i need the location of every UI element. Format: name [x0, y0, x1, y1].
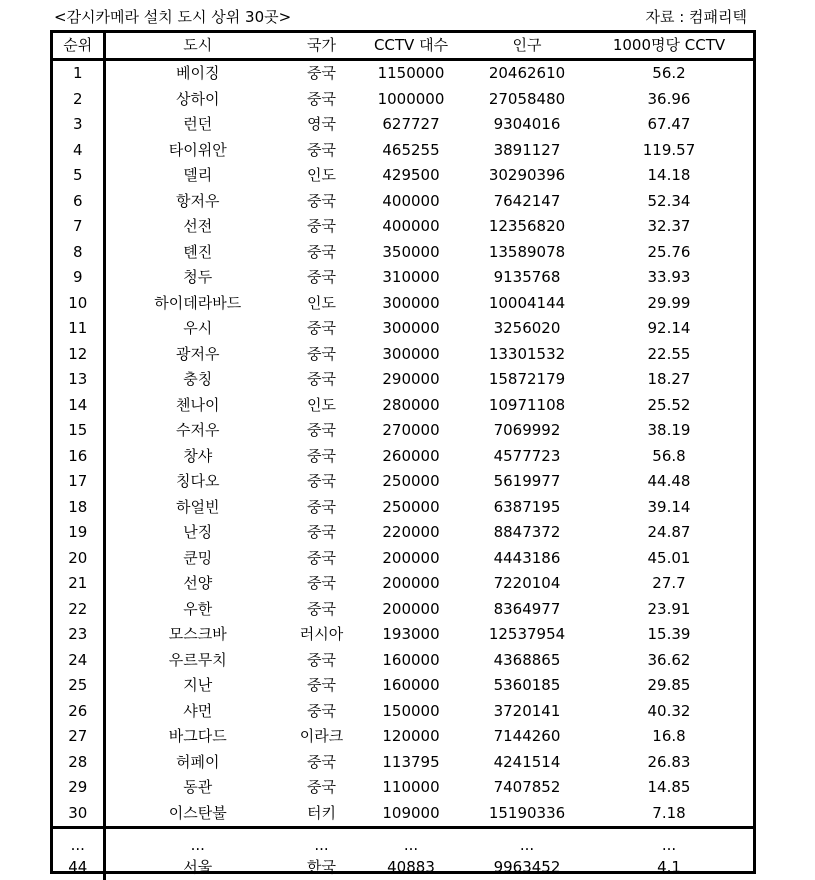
cell-rank: 8	[53, 240, 104, 266]
cell-population: 13589078	[469, 240, 585, 266]
cell-population: 7069992	[469, 418, 585, 444]
cell-city: 모스크바	[104, 622, 290, 648]
cell-rank: 10	[53, 291, 104, 317]
cell-country: 중국	[290, 240, 353, 266]
cell-population: 10971108	[469, 393, 585, 419]
cell-population: 8364977	[469, 597, 585, 623]
cell-country: 중국	[290, 673, 353, 699]
cell-population: 20462610	[469, 60, 585, 87]
cell-population: 12356820	[469, 214, 585, 240]
cell-per1000: 16.8	[585, 724, 753, 750]
cell-city: 난징	[104, 520, 290, 546]
cell-rank: 22	[53, 597, 104, 623]
cell-city: 타이위안	[104, 138, 290, 164]
table-row	[53, 316, 753, 342]
cell-city: 칭다오	[104, 469, 290, 495]
table-row	[53, 112, 753, 138]
cell-country: 중국	[290, 87, 353, 113]
cell-country: 중국	[290, 60, 353, 87]
cell-per1000: 38.19	[585, 418, 753, 444]
table-row	[53, 546, 753, 572]
cell-population: 4368865	[469, 648, 585, 674]
cell-population: 12537954	[469, 622, 585, 648]
cell-rank: 23	[53, 622, 104, 648]
cell-per1000: 24.87	[585, 520, 753, 546]
cell-city: 상하이	[104, 87, 290, 113]
cell-cctv: 250000	[353, 469, 469, 495]
cell-cctv: 465255	[353, 138, 469, 164]
header-row	[53, 33, 753, 60]
cell-city: 허페이	[104, 750, 290, 776]
table-row	[53, 801, 753, 828]
cell-population: 5619977	[469, 469, 585, 495]
cell-country: 이라크	[290, 724, 353, 750]
table-row	[53, 393, 753, 419]
cell-per1000: 26.83	[585, 750, 753, 776]
cell-rank: 27	[53, 724, 104, 750]
cell-per1000: 25.76	[585, 240, 753, 266]
cell-country: 중국	[290, 316, 353, 342]
header-population: 인구	[469, 33, 585, 60]
table-row	[53, 265, 753, 291]
cell-cctv: 113795	[353, 750, 469, 776]
cell-city: 광저우	[104, 342, 290, 368]
table-row	[53, 622, 753, 648]
cell-population: 9963452	[469, 855, 585, 880]
header-city: 도시	[104, 33, 290, 60]
cell-city: 선양	[104, 571, 290, 597]
table-row	[53, 444, 753, 470]
cell-rank: 2	[53, 87, 104, 113]
source-note: 자료 : 컴패리텍	[645, 6, 747, 28]
cell-population: 7220104	[469, 571, 585, 597]
cell-country: 중국	[290, 546, 353, 572]
cell-per1000: 45.01	[585, 546, 753, 572]
cell-per1000: 36.96	[585, 87, 753, 113]
cell-per1000: 67.47	[585, 112, 753, 138]
cell-rank: 6	[53, 189, 104, 215]
cell-city: 하얼빈	[104, 495, 290, 521]
cell-population: 4241514	[469, 750, 585, 776]
cell-city: 청두	[104, 265, 290, 291]
cell-country: 중국	[290, 495, 353, 521]
cell-country: 중국	[290, 699, 353, 725]
cell-population: 3256020	[469, 316, 585, 342]
cell-population: 6387195	[469, 495, 585, 521]
cell-city: 충칭	[104, 367, 290, 393]
cell-rank: 20	[53, 546, 104, 572]
cell-rank: 11	[53, 316, 104, 342]
cell-country: 중국	[290, 775, 353, 801]
cell-population: 7642147	[469, 189, 585, 215]
table-row	[53, 214, 753, 240]
cell-city: 샤먼	[104, 699, 290, 725]
cell-rank: 19	[53, 520, 104, 546]
cell-population: 7144260	[469, 724, 585, 750]
cell-per1000: 25.52	[585, 393, 753, 419]
cell-country: 중국	[290, 444, 353, 470]
cell-rank: 3	[53, 112, 104, 138]
cell-city: 수저우	[104, 418, 290, 444]
cell-city: 델리	[104, 163, 290, 189]
cell-city: 우한	[104, 597, 290, 623]
cell-country: 중국	[290, 571, 353, 597]
ellipsis-per1000: ...	[585, 828, 753, 855]
cell-per1000: 56.8	[585, 444, 753, 470]
cell-cctv: 300000	[353, 342, 469, 368]
cell-population: 7407852	[469, 775, 585, 801]
cell-per1000: 27.7	[585, 571, 753, 597]
cell-per1000: 119.57	[585, 138, 753, 164]
cell-per1000: 7.18	[585, 801, 753, 828]
cctv-city-table	[50, 30, 756, 874]
cell-rank: 44	[53, 855, 104, 880]
cell-population: 9135768	[469, 265, 585, 291]
cell-country: 중국	[290, 189, 353, 215]
table-row	[53, 240, 753, 266]
cell-population: 8847372	[469, 520, 585, 546]
cell-city: 첸나이	[104, 393, 290, 419]
cell-cctv: 200000	[353, 546, 469, 572]
cell-rank: 5	[53, 163, 104, 189]
cell-cctv: 400000	[353, 189, 469, 215]
cell-population: 13301532	[469, 342, 585, 368]
cell-per1000: 23.91	[585, 597, 753, 623]
cell-cctv: 350000	[353, 240, 469, 266]
cell-cctv: 400000	[353, 214, 469, 240]
cell-population: 9304016	[469, 112, 585, 138]
cell-cctv: 290000	[353, 367, 469, 393]
cell-rank: 18	[53, 495, 104, 521]
table-row	[53, 597, 753, 623]
cell-cctv: 220000	[353, 520, 469, 546]
cell-city: 항저우	[104, 189, 290, 215]
cell-rank: 24	[53, 648, 104, 674]
header-per1000: 1000명당 CCTV	[585, 33, 753, 60]
table-row	[53, 699, 753, 725]
cell-population: 5360185	[469, 673, 585, 699]
cell-city: 쿤밍	[104, 546, 290, 572]
table-row	[53, 60, 753, 87]
cell-country: 중국	[290, 342, 353, 368]
cell-country: 터키	[290, 801, 353, 828]
ellipsis-rank: ...	[53, 828, 104, 855]
cell-city: 창샤	[104, 444, 290, 470]
cell-country: 영국	[290, 112, 353, 138]
table-row	[53, 291, 753, 317]
table-row	[53, 724, 753, 750]
cell-population: 4443186	[469, 546, 585, 572]
cell-cctv: 200000	[353, 597, 469, 623]
cell-rank: 16	[53, 444, 104, 470]
cell-rank: 4	[53, 138, 104, 164]
cell-rank: 29	[53, 775, 104, 801]
cell-rank: 17	[53, 469, 104, 495]
cell-per1000: 56.2	[585, 60, 753, 87]
cell-population: 30290396	[469, 163, 585, 189]
table-header	[53, 33, 753, 60]
ellipsis-cctv: ...	[353, 828, 469, 855]
cell-cctv: 120000	[353, 724, 469, 750]
cell-rank: 7	[53, 214, 104, 240]
cell-per1000: 14.85	[585, 775, 753, 801]
cell-cctv: 150000	[353, 699, 469, 725]
table-caption: <감시카메라 설치 도시 상위 30곳>	[54, 6, 291, 28]
cell-country: 중국	[290, 138, 353, 164]
table-row	[53, 87, 753, 113]
cell-cctv: 280000	[353, 393, 469, 419]
cell-city: 바그다드	[104, 724, 290, 750]
cell-rank: 25	[53, 673, 104, 699]
table-row	[53, 367, 753, 393]
cell-city: 우르무치	[104, 648, 290, 674]
table-row	[53, 469, 753, 495]
table-row	[53, 750, 753, 776]
cell-per1000: 32.37	[585, 214, 753, 240]
cell-cctv: 300000	[353, 316, 469, 342]
cell-cctv: 200000	[353, 571, 469, 597]
cell-cctv: 109000	[353, 801, 469, 828]
cell-rank: 14	[53, 393, 104, 419]
cell-country: 인도	[290, 291, 353, 317]
cell-city: 런던	[104, 112, 290, 138]
cell-country: 중국	[290, 648, 353, 674]
table-row	[53, 342, 753, 368]
cell-cctv: 250000	[353, 495, 469, 521]
cell-city: 서울	[104, 855, 290, 880]
cell-per1000: 33.93	[585, 265, 753, 291]
cell-per1000: 29.99	[585, 291, 753, 317]
data-table	[53, 33, 753, 880]
cell-population: 15190336	[469, 801, 585, 828]
table-body	[53, 60, 753, 880]
cell-country: 중국	[290, 520, 353, 546]
table-row	[53, 571, 753, 597]
table-row	[53, 418, 753, 444]
cell-country: 러시아	[290, 622, 353, 648]
header-cctv: CCTV 대수	[353, 33, 469, 60]
cell-per1000: 4.1	[585, 855, 753, 880]
cell-cctv: 160000	[353, 648, 469, 674]
table-row	[53, 495, 753, 521]
cell-city: 톈진	[104, 240, 290, 266]
cell-per1000: 22.55	[585, 342, 753, 368]
cell-cctv: 160000	[353, 673, 469, 699]
cell-rank: 15	[53, 418, 104, 444]
cell-cctv: 40883	[353, 855, 469, 880]
cell-cctv: 627727	[353, 112, 469, 138]
table-row	[53, 138, 753, 164]
header-rank: 순위	[53, 33, 104, 60]
cell-rank: 12	[53, 342, 104, 368]
cell-rank: 1	[53, 60, 104, 87]
cell-per1000: 92.14	[585, 316, 753, 342]
cell-city: 선전	[104, 214, 290, 240]
cell-rank: 30	[53, 801, 104, 828]
cell-per1000: 52.34	[585, 189, 753, 215]
cell-population: 4577723	[469, 444, 585, 470]
cell-per1000: 44.48	[585, 469, 753, 495]
cell-country: 중국	[290, 367, 353, 393]
cell-per1000: 39.14	[585, 495, 753, 521]
table-row	[53, 189, 753, 215]
table-row	[53, 163, 753, 189]
cell-cctv: 110000	[353, 775, 469, 801]
table-row	[53, 775, 753, 801]
header-country: 국가	[290, 33, 353, 60]
cell-rank: 13	[53, 367, 104, 393]
cell-population: 27058480	[469, 87, 585, 113]
cell-city: 지난	[104, 673, 290, 699]
cell-country: 중국	[290, 418, 353, 444]
cell-rank: 9	[53, 265, 104, 291]
table-row	[53, 648, 753, 674]
table-row	[53, 520, 753, 546]
cell-per1000: 29.85	[585, 673, 753, 699]
table-row	[53, 673, 753, 699]
ellipsis-city: ...	[104, 828, 290, 855]
table-row-seoul	[53, 855, 753, 880]
cell-cctv: 270000	[353, 418, 469, 444]
cell-cctv: 193000	[353, 622, 469, 648]
cell-country: 중국	[290, 214, 353, 240]
cell-country: 인도	[290, 163, 353, 189]
cell-cctv: 310000	[353, 265, 469, 291]
cell-country: 중국	[290, 265, 353, 291]
cell-population: 3891127	[469, 138, 585, 164]
cell-city: 우시	[104, 316, 290, 342]
cell-cctv: 260000	[353, 444, 469, 470]
cell-country: 중국	[290, 469, 353, 495]
cell-country: 한국	[290, 855, 353, 880]
cell-cctv: 429500	[353, 163, 469, 189]
cell-city: 이스탄불	[104, 801, 290, 828]
ellipsis-row	[53, 828, 753, 855]
ellipsis-population: ...	[469, 828, 585, 855]
cell-rank: 26	[53, 699, 104, 725]
cell-country: 중국	[290, 750, 353, 776]
cell-rank: 21	[53, 571, 104, 597]
cell-per1000: 40.32	[585, 699, 753, 725]
cell-per1000: 18.27	[585, 367, 753, 393]
cell-population: 3720141	[469, 699, 585, 725]
cell-per1000: 14.18	[585, 163, 753, 189]
cell-cctv: 1000000	[353, 87, 469, 113]
cell-per1000: 36.62	[585, 648, 753, 674]
cell-country: 중국	[290, 597, 353, 623]
cell-population: 10004144	[469, 291, 585, 317]
cell-cctv: 1150000	[353, 60, 469, 87]
cell-city: 동관	[104, 775, 290, 801]
ellipsis-country: ...	[290, 828, 353, 855]
cell-per1000: 15.39	[585, 622, 753, 648]
cell-rank: 28	[53, 750, 104, 776]
cell-cctv: 300000	[353, 291, 469, 317]
cell-city: 베이징	[104, 60, 290, 87]
cell-population: 15872179	[469, 367, 585, 393]
cell-city: 하이데라바드	[104, 291, 290, 317]
cell-country: 인도	[290, 393, 353, 419]
